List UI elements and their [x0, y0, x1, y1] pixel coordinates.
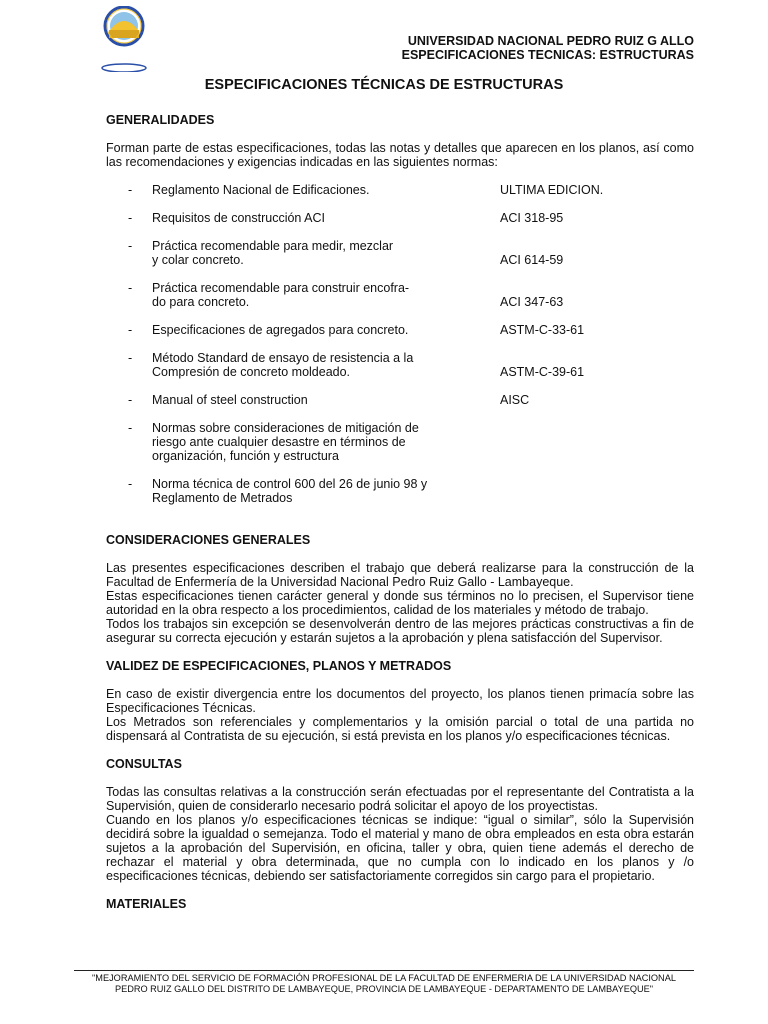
page-title: ESPECIFICACIONES TÉCNICAS DE ESTRUCTURAS: [204, 77, 564, 93]
list-item: - Especificaciones de agregados para concreto. ASTM-C-33-61: [128, 323, 585, 337]
heading-validez: VALIDEZ DE ESPECIFICACIONES, PLANOS Y METRADOS: [106, 659, 452, 673]
consideraciones-p2: Estas especificaciones tienen carácter general y donde sus términos no lo precisen, el Supervisor tiene autoridad en la obra respecto a los procedimientos, calidad de los materiales y método de trabajo.: [106, 589, 694, 617]
heading-consideraciones: CONSIDERACIONES GENERALES: [106, 533, 311, 547]
list-item: - Método Standard de ensayo de resistencia a la Compresión de concreto moldeado. ASTM-C-39-61: [128, 351, 585, 379]
list-item: - Normas sobre consideraciones de mitigación de riesgo ante cualquier desastre en términos de organización, función y estructura: [128, 421, 419, 463]
document-footer: [74, 970, 694, 995]
list-item: - Manual of steel construction AISC: [128, 393, 530, 407]
generalidades-intro: Forman parte de estas especificaciones, todas las notas y detalles que aparecen en los planos, así como las recomendaciones y exigencias indicadas en las siguientes normas:: [106, 141, 694, 169]
list-item: - Norma técnica de control 600 del 26 de junio 98 y Reglamento de Metrados: [128, 477, 428, 505]
university-seal-icon: [96, 6, 152, 72]
consideraciones-p3: Todos los trabajos sin excepción se desenvolverán dentro de las mejores prácticas constructivas a fin de asegurar su correcta ejecución y estarán sujetos a la aprobación y plena satisfacción del Supervisor.: [106, 617, 694, 645]
list-item: - Reglamento Nacional de Edificaciones. ULTIMA EDICION.: [128, 183, 604, 197]
norms-list: [106, 183, 694, 505]
list-item: - Requisitos de construcción ACI ACI 318-95: [128, 211, 564, 225]
heading-consultas: CONSULTAS: [106, 757, 182, 771]
consultas-p1: Todas las consultas relativas a la construcción serán efectuadas por el representante del Contratista a la Supervisión, quien de considerarlo necesario podrá solicitar el apoyo de los proyectistas.: [106, 785, 694, 813]
validez-p2: Los Metrados son referenciales y complementarios y la omisión parcial o total de una partida no dispensará al Contratista de su ejecución, si está prevista en los planos y/o especificaciones técnicas.: [106, 715, 694, 743]
validez-p1: En caso de existir divergencia entre los documentos del proyecto, los planos tienen primacía sobre las Especificaciones Técnicas.: [106, 687, 694, 715]
heading-materiales: MATERIALES: [106, 897, 187, 911]
consideraciones-p1: Las presentes especificaciones describen el trabajo que deberá realizarse para la construcción de la Facultad de Enfermería de la Universidad Nacional Pedro Ruiz Gallo - Lambayeque.: [106, 561, 694, 589]
consultas-p2: Cuando en los planos y/o especificaciones técnicas se indique: “igual o similar”, sólo la Supervisión decidirá sobre la igualdad o semejanza. Todo el material y mano de obra empleados en esta obra estarán sujetos a la aprobación del Supervisión, en oficina, taller y obra, quien tiene además el derecho de rechazar el material y obra determinada, que no cumpla con lo indicado en los planos y /o especificaciones técnicas, debiendo ser satisfactoriamente corregidos sin cargo para el propietario.: [106, 813, 694, 883]
list-item: - Práctica recomendable para medir, mezclar y colar concreto. ACI 614-59: [128, 239, 564, 267]
list-item: - Práctica recomendable para construir encofra- do para concreto. ACI 347-63: [128, 281, 564, 309]
document-body: [106, 113, 694, 911]
header-subtitle: ESPECIFICACIONES TECNICAS: ESTRUCTURAS: [401, 48, 694, 62]
document-header: [402, 34, 694, 62]
footer-line-1: "MEJORAMIENTO DEL SERVICIO DE FORMACIÓN PROFESIONAL DE LA FACULTAD DE ENFERMERIA DE LA UNIVERSIDAD NACIONAL: [92, 973, 676, 983]
header-university: UNIVERSIDAD NACIONAL PEDRO RUIZ G ALLO: [407, 34, 694, 48]
heading-generalidades: GENERALIDADES: [106, 113, 215, 127]
footer-line-2: PEDRO RUIZ GALLO DEL DISTRITO DE LAMBAYEQUE, PROVINCIA DE LAMBAYEQUE - DEPARTAMENTO DE LAMBAYEQUE": [114, 984, 654, 994]
